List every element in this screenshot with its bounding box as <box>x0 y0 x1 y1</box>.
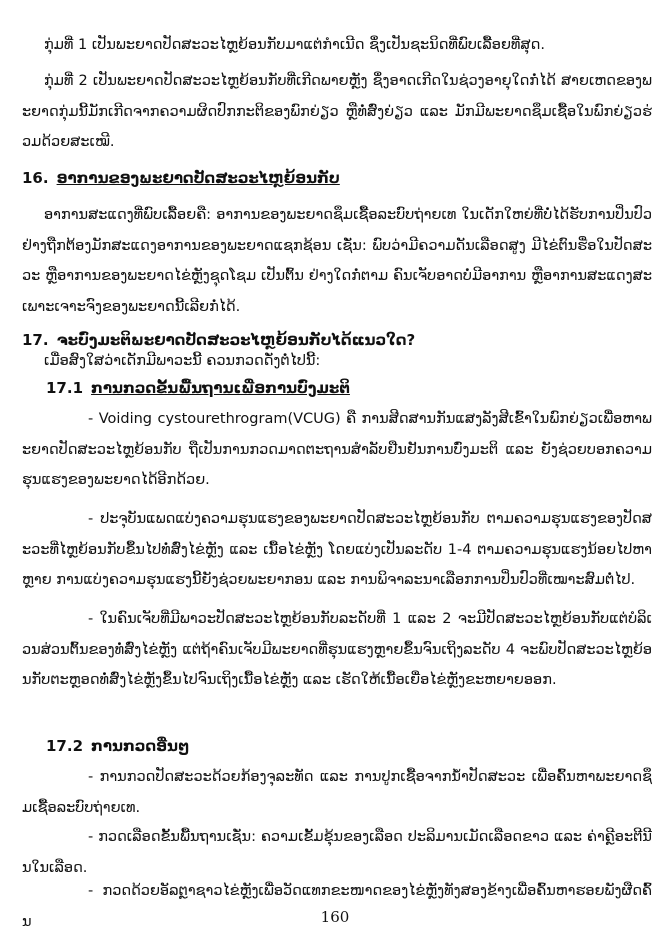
page-number: 160 <box>320 908 350 926</box>
section-number: 17. <box>22 331 49 349</box>
paragraph-vcug: - Voiding cystourethrogram(VCUG) ຄື ການສີດສານກັນແສງລັງສີເຂົ້າໃນພົກຍ່ຽວເພື່ອຫາພະຍາດປັດສະວະໄຫຼຍ້ອນກັບ ຖືເປັນການກວດມາດຕະຖານສຳລັບຢືນຢັນການບົ່ງມະຕິ ແລະ ຍັງຊ່ວຍບອກຄວາມຮຸນແຮງຂອງພະຍາດໄດ້ອີກດ້ວຍ. <box>22 411 652 488</box>
paragraph-urine-test: - ການກວດປັດສະວະດ້ວຍກ້ອງຈຸລະທັດ ແລະ ການປູກເຊື້ອຈາກນ້ຳປັດສະວະ ເພື່ອຄົ້ນຫາພະຍາດຊຶມເຊື້ອລະບົບຖ່າຍເທ. <box>22 769 652 816</box>
subsection-heading-17-1 <box>46 376 350 400</box>
section-title: ອາການຂອງພະຍາດປັດສະວະໄຫຼຍ້ອນກັບ <box>56 169 340 187</box>
paragraph-group-2: ກຸ່ມທີ່ 2 ເປັນພະຍາດປັດສະວະໄຫຼຍ້ອນກັບທີ່ເກີດພາຍຫຼັງ ຊຶ່ງອາດເກີດໃນຊ່ວງອາຍຸໃດກໍ່ໄດ້ ສາຍເຫດຂອງພະຍາດກຸ່ມນີ້ມັກເກີດຈາກຄວາມຜິດປົກກະຕິຂອງພົກຍ່ຽວ ຫຼືທໍ່ສົ່ງຍ່ຽວ ແລະ ມັກມີພະຍາດຊຶມເຊື້ອໃນພົກຍ່ຽວຮ່ວມດ້ວຍສະເໝີ. <box>22 73 652 150</box>
section-number: 16. <box>22 169 49 187</box>
paragraph-intro-tests: ເມື່ອສົງໃສວ່າເດັກມີພາວະນີ້ ຄວນກວດດັ່ງຕໍ່ໄປນີ້: <box>44 353 321 369</box>
section-number: 17.1 <box>46 379 84 397</box>
section-title: ການກວດຂັ້ນພື້ນຖານເພື່ອການບົ່ງມະຕິ <box>91 379 350 397</box>
section-number: 17.2 <box>46 737 84 755</box>
paragraph-blood-test: - ກວດເລືອດຂັ້ນພື້ນຖານເຊັ່ນ: ຄວາມເຂັ້ມຂຸ້ນຂອງເລືອດ ປະລິມານເມັດເລືອດຂາວ ແລະ ຄ່າຄຼີອະຕີນີນໃນເລືອດ. <box>22 829 652 876</box>
paragraph-group-1: ກຸ່ມທີ່ 1 ເປັນພະຍາດປັດສະວະໄຫຼຍ້ອນກັບມາແຕ່ກຳເນີດ ຊຶ່ງເປັນຊະນິດທີ່ພົບເລື້ອຍທີ່ສຸດ. <box>44 37 545 53</box>
section-heading-16 <box>22 166 340 190</box>
paragraph-symptoms: ອາການສະແດງທີ່ພົບເລື້ອຍຄື: ອາການຂອງພະຍາດຊຶມເຊື້ອລະບົບຖ່າຍເທ ໃນເດັກໃຫຍ່ທີ່ບໍ່ໄດ້ຮັບການປິ່ນປົວຢ່າງຖືກຕ້ອງມັກສະແດງອາການຂອງພະຍາດແຊກຊ້ອນ ເຊັ່ນ: ພົບວ່າມີຄວາມດັນເລືອດສູງ ມີໄຂ່ຕົນຮື່ອໃນປັດສະວະ ຫຼືອາການຂອງພະຍາດໄຂ່ຫຼັງຊຸດໂຊມ ເປັນຕົ້ນ ຢ່າງໃດກໍ່ຕາມ ຄົນເຈັບອາດບໍ່ມີອາການ ຫຼືອາການສະແດງສະເພາະເຈາະຈົງຂອງພະຍາດນີ້ເລີຍກໍ່ໄດ້. <box>22 207 652 315</box>
section-title: ຈະບົ່ງມະຕິພະຍາດປັດສະວະໄຫຼຍ້ອນກັບໄດ້ແນວໃດ? <box>56 331 416 349</box>
paragraph-grade-details: - ໃນຄົນເຈັບທີ່ມີພາວະປັດສະວະໄຫຼຍ້ອນກັບລະດັບທີ່ 1 ແລະ 2 ຈະມີປັດສະວະໄຫຼຍ້ອນກັບແຕ່ບໍລິເວນສ່ວນຕົ້ນຂອງທໍ່ສົ່ງໄຂ່ຫຼັງ ແຕ່ຖ້າຄົນເຈັບມີພະຍາດທີ່ຮຸນແຮງຫຼາຍຂຶ້ນຈົນເຖິງລະດັບ 4 ຈະພົບປັດສະວະໄຫຼຍ້ອນກັບຕະຫຼອດທໍ່ສົ່ງໄຂ່ຫຼັງຂຶ້ນໄປຈົນເຖິງເນື້ອໄຂ່ຫຼັງ ແລະ ເຮັດໃຫ້ເນື້ອເຍື່ອໄຂ່ຫຼັງຂະຫຍາຍອອກ. <box>22 611 652 688</box>
paragraph-grading: - ປະຈຸບັນແພດແບ່ງຄວາມຮຸນແຮງຂອງພະຍາດປັດສະວະໄຫຼຍ້ອນກັບ ຕາມຄວາມຮຸນແຮງຂອງປັດສະວະທີ່ໄຫຼຍ້ອນກັບຂຶ້ນໄປທໍ່ສົ່ງໄຂ່ຫຼັງ ແລະ ເນື້ອໄຂ່ຫຼັງ ໂດຍແບ່ງເປັນລະດັບ 1-4 ຕາມຄວາມຮຸນແຮງນ້ອຍໄປຫາຫຼາຍ ການແບ່ງຄວາມຮຸນແຮງນີ້ຍັງຊ່ວຍພະຍາກອນ ແລະ ການພິຈາລະນາເລືອກການປິ່ນປົວທີ່ເໝາະສົມຕໍ່ໄປ. <box>22 511 652 588</box>
subsection-heading-17-2 <box>46 734 189 758</box>
section-title: ການກວດອື່ນໆ <box>91 737 190 755</box>
paragraph-ultrasound: - ກວດດ້ວຍອັລຕຼາຊາວໄຂ່ຫຼັງເພື່ອວັດແທກຂະໜາດຂອງໄຂ່ຫຼັງທັງສອງຂ້າງເພື່ອຄົ້ນຫາຮອຍພັງຜືດຄົ້ນ <box>22 883 652 930</box>
